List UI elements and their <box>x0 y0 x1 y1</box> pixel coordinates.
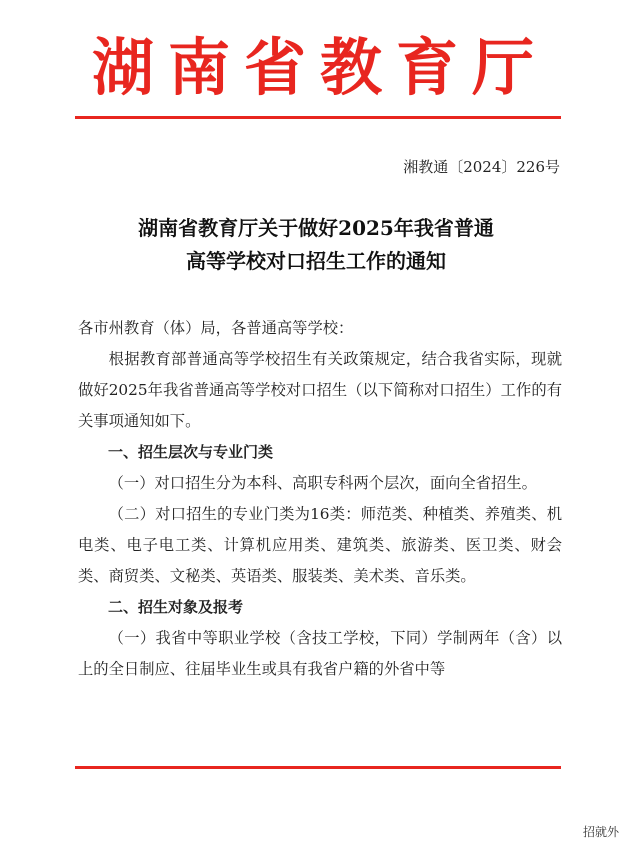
section-1-item-2: （二）对口招生的专业门类为16类：师范类、种植类、养殖类、机电类、电子电工类、计算机应用类、建筑类、旅游类、医卫类、财会类、商贸类、文秘类、英语类、服装类、美术类、音乐类。 <box>78 505 562 585</box>
masthead-org-name: 湖南省教育厅 <box>91 31 548 104</box>
document-body <box>78 313 562 685</box>
document-title <box>70 212 562 278</box>
section-1-item-1: （一）对口招生分为本科、高职专科两个层次，面向全省招生。 <box>108 474 537 492</box>
intro-paragraph: 根据教育部普通高等学校招生有关政策规定，结合我省实际，现就做好2025年我省普通高等学校对口招生（以下简称对口招生）工作的有关事项通知如下。 <box>78 350 562 430</box>
watermark-text: 招就外 <box>583 825 620 839</box>
masthead-red-rule <box>75 116 561 119</box>
section-2-item-1: （一）我省中等职业学校（含技工学校，下同）学制两年（含）以上的全日制应、往届毕业生或具有我省户籍的外省中等 <box>78 629 562 678</box>
section-1-heading: 一、招生层次与专业门类 <box>108 443 274 461</box>
document-number: 湘教通〔2024〕226号 <box>403 158 560 176</box>
section-2-heading: 二、招生对象及报考 <box>108 598 244 616</box>
title-line-1: 湖南省教育厅关于做好2025年我省普通 <box>138 216 494 240</box>
salutation: 各市州教育（体）局，各普通高等学校： <box>78 319 354 337</box>
title-line-2: 高等学校对口招生工作的通知 <box>186 249 446 273</box>
footer-red-rule <box>75 766 561 769</box>
